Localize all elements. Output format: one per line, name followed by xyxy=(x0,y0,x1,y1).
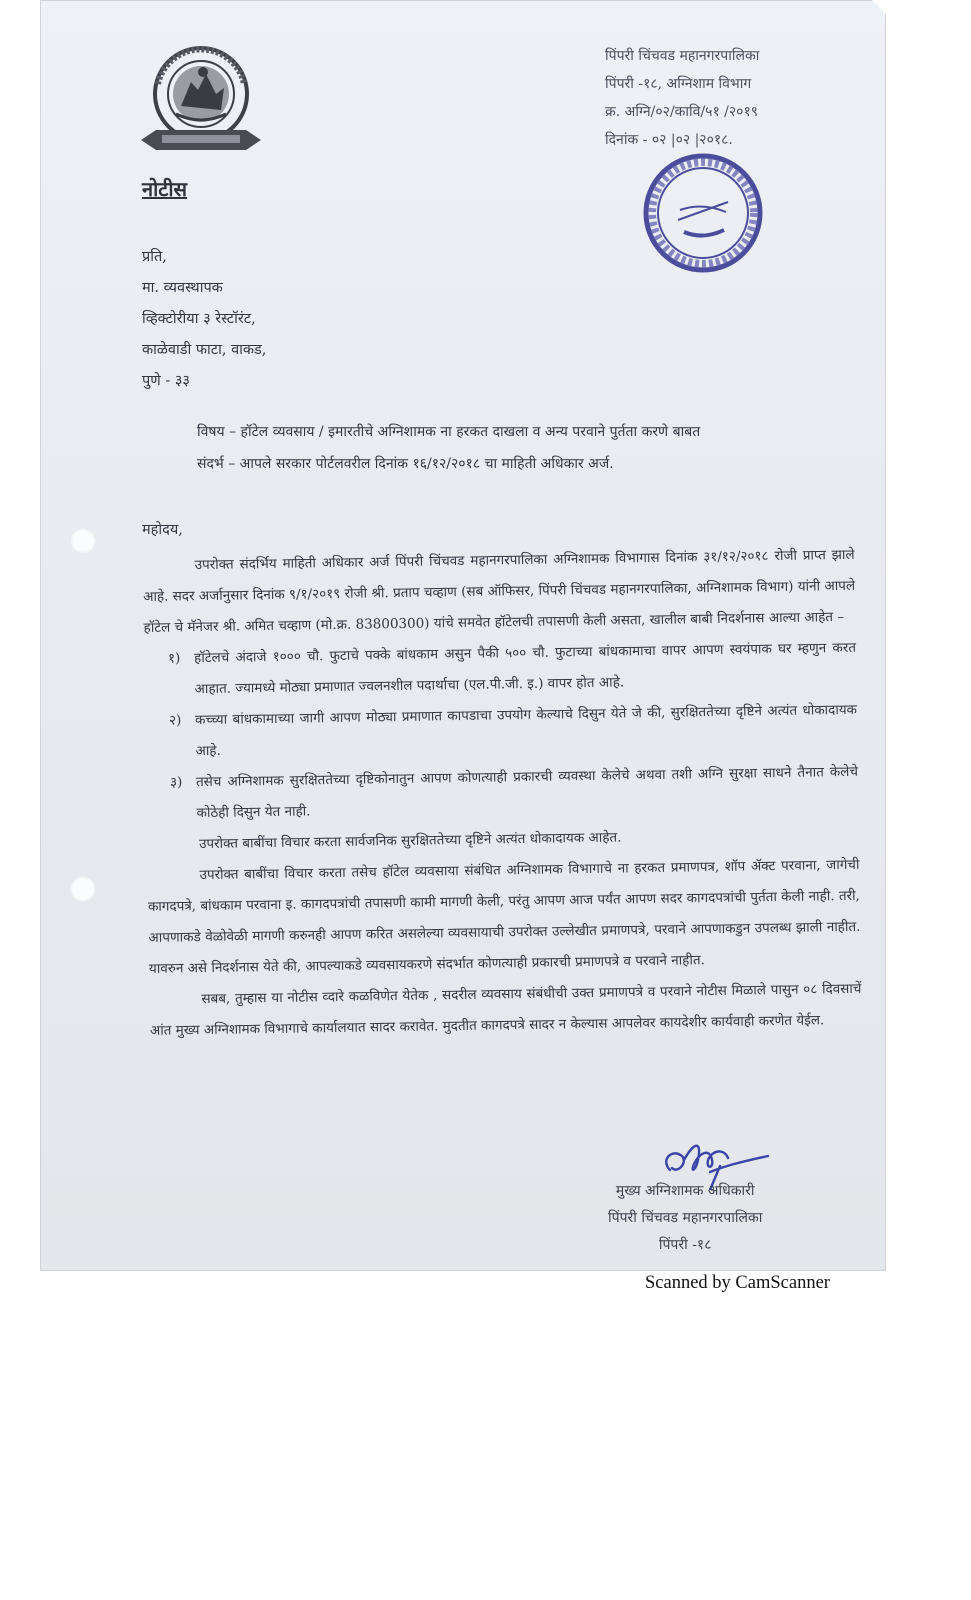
addressee-to: प्रति, xyxy=(142,249,167,265)
notice-title: नोटीस xyxy=(142,177,188,201)
folded-corner xyxy=(872,0,886,14)
office-header xyxy=(605,42,759,154)
addressee-block xyxy=(142,242,266,397)
salutation: महोदय, xyxy=(142,522,183,538)
punch-hole-bottom xyxy=(70,876,96,902)
body-paragraph-3: उपरोक्त बाबींचा विचार करता तसेच हॉटेल व्यवसाया संबंधित अग्निशामक विभागाचे ना हरकत प्रमाणपत्र, शॉप ॲक्ट परवाना, जागेची कागदपत्रे, बांधकाम परवाना इ. कागदपत्रांची तपासणी कामी मागणी केली, परंतु आपण आज पर्यंत आपण सदर कागदपत्रांची पुर्तता केली नाही. तरी, आपणाकडे वेळोवेळी मागणी करुनही आपण करित असलेल्या व्यवसायाची उपरोक्त उल्लेखीत प्रमाणपत्रे, परवाने आपणाकडुन उपलब्ध झाली नाहीत. यावरुन असे निदर्शनास येते की, आपल्याकडे व्यवसायकरणे संदर्भात कोणत्याही प्रकारची प्रमाणपत्रे व परवाने नाहीत. xyxy=(147,856,861,977)
finding-number: १) xyxy=(167,650,181,667)
signatory-designation: मुख्य अग्निशामक अधिकारी xyxy=(615,1183,755,1199)
notice-body xyxy=(142,514,862,1047)
scanned-notice-page xyxy=(40,0,886,1271)
finding-number: २) xyxy=(168,712,182,729)
outward-reference-number: क्र. अग्नि/०२/कावि/५१ /२०१९ xyxy=(605,104,759,120)
finding-number: ३) xyxy=(169,774,183,791)
body-paragraph-4: सबब, तुम्हास या नोटीस व्दारे कळविणेत येतेक , सदरील व्यवसाय संबंधीची उक्त प्रमाणपत्रे व परवाने नोटीस मिळाले पासुन ०८ दिवसाचें आंत मुख्य अग्निशामक विभागाचे कार्यालयात सादर करावेत. मुदतीत कागदपत्रे सादर न केल्यास आपलेवर कायदेशीर कार्यवाही करणेत येईल. xyxy=(149,980,862,1039)
finding-item xyxy=(167,633,857,705)
finding-text: हॉटेलचे अंदाजे १००० चौ. फुटाचे पक्के बांधकाम असुन पैकी ५०० चौ. फुटाच्या बांधकामाचा वापर आपण स्वयंपाक घर म्हणुन करत आहात. ज्यामध्ये मोठ्या प्रमाणात ज्वलनशील पदार्थाचा (एल.पी.जी. इ.) वापर होत आहे. xyxy=(193,639,857,698)
signatory-organisation: पिंपरी चिंचवड महानगरपालिका xyxy=(608,1210,763,1226)
addressee-city: पुणे - ३३ xyxy=(142,373,190,389)
addressee-area: काळेवाडी फाटा, वाकड, xyxy=(142,342,267,358)
body-paragraph-1: उपरोक्त संदर्भिय माहिती अधिकार अर्ज पिंपरी चिंचवड महानगरपालिका अग्निशामक विभागास दिनांक ३१/१२/२०१८ रोजी प्राप्त झाले आहे. सदर अर्जानुसार दिनांक ९/१/२०१९ रोजी श्री. प्रताप चव्हाण (सब ऑफिसर, पिंपरी चिंचवड महानगरपालिका, अग्निशामक विभाग) यांनी आपले हॉटेल चे मॅनेजर श्री. अमित चव्हाण (मो.क्र. 83800300) यांचे समवेत हॉटेलची तपासणी केली असता, खालील बाबी निदर्शनास आल्या आहेत – xyxy=(143,546,856,636)
finding-item xyxy=(168,695,858,767)
subject-line: विषय – हॉटेल व्यवसाय / इमारतीचे अग्निशामक ना हरकत दाखला व अन्य परवाने पुर्तता करणे बाबत xyxy=(197,424,701,440)
reference-line: संदर्भ – आपले सरकार पोर्टलवरील दिनांक १६/१२/२०१८ चा माहिती अधिकार अर्ज. xyxy=(197,456,614,472)
signatory-place: पिंपरी -१८ xyxy=(658,1237,712,1253)
office-department: पिंपरी -१८, अग्निशाम विभाग xyxy=(605,76,752,92)
scanner-watermark-text: Scanned by CamScanner xyxy=(645,1273,830,1293)
subject-block xyxy=(197,416,877,480)
findings-list xyxy=(144,633,859,830)
corporation-emblem-logo xyxy=(136,44,266,162)
body-paragraph-2: उपरोक्त बाबींचा विचार करता सार्वजनिक सुरक्षिततेच्या दृष्टिने अत्यंत धोकादायक आहेत. xyxy=(198,829,622,853)
addressee-name: व्हिक्टोरीया ३ रेस्टॉरंट, xyxy=(142,311,256,327)
notice-date: दिनांक - ०२ |०२ |२०१८. xyxy=(605,132,733,148)
addressee-designation: मा. व्यवस्थापक xyxy=(142,280,223,296)
office-name: पिंपरी चिंचवड महानगरपालिका xyxy=(605,48,760,64)
punch-hole-top xyxy=(70,528,96,554)
finding-item xyxy=(169,757,859,829)
finding-text: कच्च्या बांधकामाच्या जागी आपण मोठ्या प्रमाणात कापडाचा उपयोग केल्याचे दिसुन येते जे की, सुरक्षिततेच्या दृष्टिने अत्यंत धोकादायक आहे. xyxy=(194,701,858,760)
signatory-block xyxy=(608,1178,762,1259)
office-rubber-stamp xyxy=(640,150,766,276)
finding-text: तसेच अग्निशामक सुरक्षिततेच्या दृष्टिकोनातुन आपण कोणत्याही प्रकारची व्यवस्था केलेचे अथवा तशी अग्नि सुरक्षा साधने तैनात केलेचे कोठेही दिसुन येत नाही. xyxy=(195,763,859,822)
